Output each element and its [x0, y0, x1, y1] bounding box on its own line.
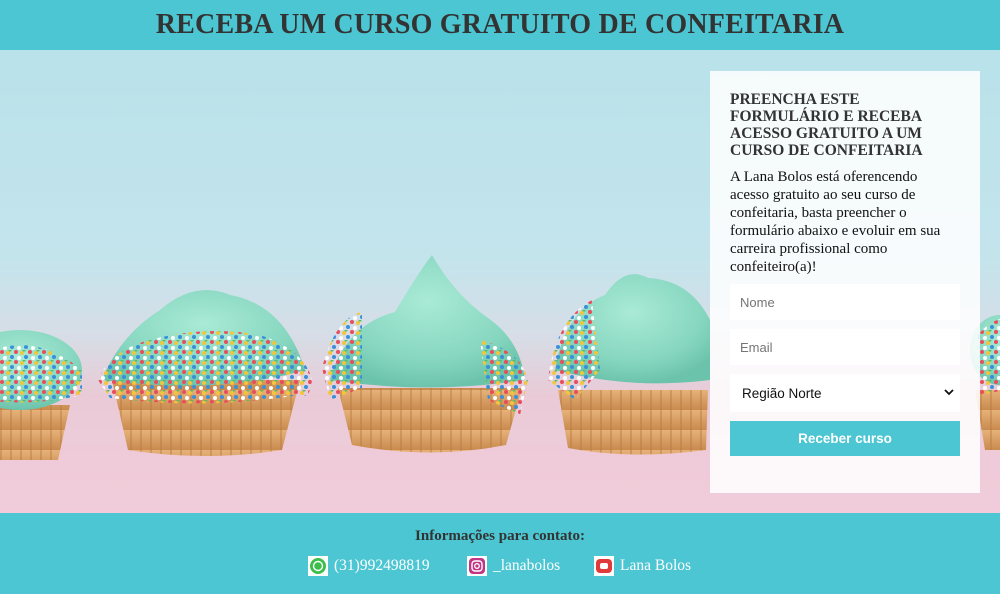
cupcake: [322, 255, 528, 453]
page-title: RECEBA UM CURSO GRATUITO DE CONFEITARIA: [155, 9, 845, 40]
header-bar: [0, 0, 1000, 50]
whatsapp-icon: [308, 556, 328, 576]
cupcake: [0, 330, 82, 460]
youtube-icon: [594, 556, 614, 576]
form-title: PREENCHA ESTE FORMULÁRIO E RECEBA ACESSO GRATUITO A UM CURSO DE CONFEITARIA: [730, 91, 923, 159]
submit-button[interactable]: Receber curso: [730, 421, 960, 456]
contact-whatsapp[interactable]: [308, 556, 430, 576]
chevron-down-icon: [944, 387, 954, 397]
email-input[interactable]: [730, 329, 960, 365]
footer-title: Informações para contato:: [415, 528, 585, 544]
contact-text: _lanabolos: [493, 557, 561, 574]
name-input[interactable]: [730, 284, 960, 320]
region-select-value: Região Norte: [742, 385, 822, 401]
contact-text: Lana Bolos: [620, 557, 692, 574]
cupcake: [548, 274, 710, 454]
cupcake: [98, 290, 312, 456]
instagram-icon: [467, 556, 487, 576]
contact-youtube[interactable]: [594, 556, 691, 576]
signup-form: [710, 71, 980, 493]
contact-text: (31)992498819: [334, 557, 430, 574]
contact-instagram[interactable]: [467, 556, 560, 576]
region-select[interactable]: [730, 374, 960, 412]
form-description: A Lana Bolos está oferencendo acesso gratuito ao seu curso de confeitaria, basta preencher o formulário abaixo e evoluir em sua carreira profissional como confeiteiro(a)!: [730, 169, 941, 275]
footer: [0, 513, 1000, 594]
